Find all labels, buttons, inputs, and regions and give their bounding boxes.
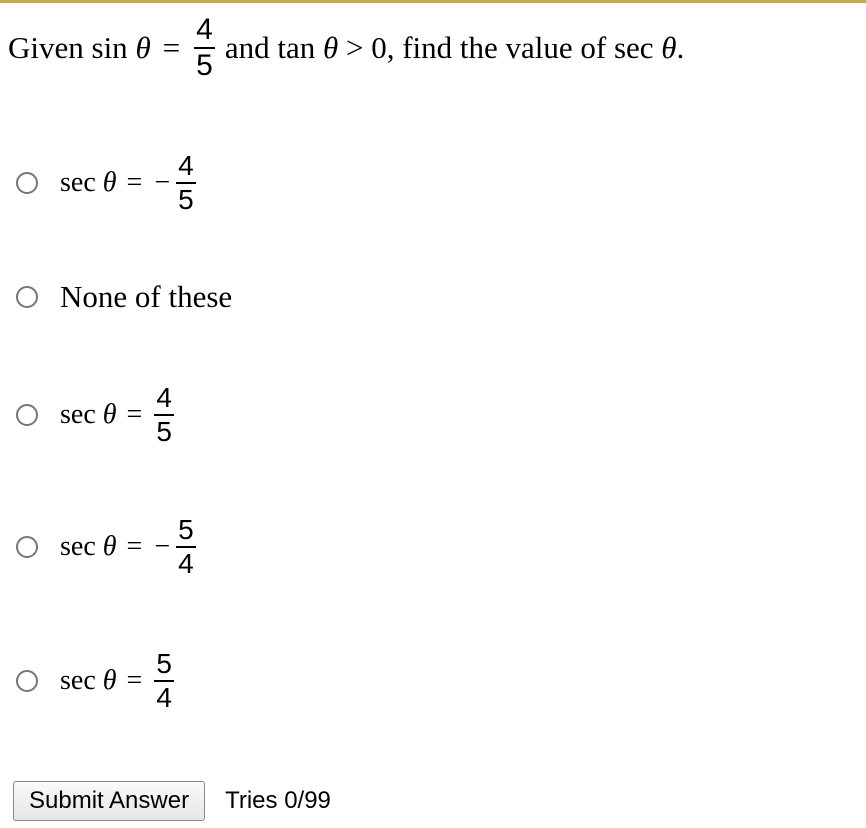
fraction-numerator: 5: [178, 514, 194, 545]
radio-button[interactable]: [16, 404, 38, 426]
equals-sign: =: [126, 531, 143, 562]
question-and-tan: and tan: [224, 30, 316, 65]
radio-button[interactable]: [16, 172, 38, 194]
theta-symbol: θ: [135, 30, 151, 65]
equals-sign: =: [162, 30, 181, 65]
question-given: Given sin: [8, 30, 128, 65]
equals-sign: =: [126, 167, 143, 198]
fraction-denominator: 4: [178, 548, 194, 579]
question-text: [8, 6, 684, 90]
answer-option-1[interactable]: [16, 140, 196, 226]
radio-button[interactable]: [16, 536, 38, 558]
answer-option-5[interactable]: [16, 638, 174, 724]
theta-symbol: θ: [102, 531, 117, 562]
fraction-denominator: 5: [178, 184, 194, 215]
fraction-numerator: 4: [156, 382, 172, 413]
radio-button[interactable]: [16, 286, 38, 308]
sec-label: sec: [60, 665, 96, 696]
question-condition: > 0, find the value of sec: [345, 30, 654, 65]
theta-symbol: θ: [661, 30, 677, 65]
option-fraction: [176, 152, 196, 214]
top-rule: [0, 0, 866, 3]
fraction-denominator: 5: [156, 416, 172, 447]
theta-symbol: θ: [322, 30, 339, 65]
answer-option-2[interactable]: [16, 276, 232, 318]
option-text: None of these: [60, 279, 233, 314]
sin-numerator: 4: [196, 13, 213, 46]
equals-sign: =: [126, 665, 143, 696]
sec-label: sec: [60, 167, 96, 198]
option-expression: [60, 650, 174, 712]
answer-option-3[interactable]: [16, 372, 174, 458]
theta-symbol: θ: [102, 399, 117, 430]
option-expression: [60, 152, 196, 214]
minus-sign: −: [154, 531, 171, 562]
sin-denominator: 5: [196, 49, 213, 82]
option-fraction: [176, 516, 196, 578]
sec-label: sec: [60, 531, 96, 562]
question-period: .: [676, 30, 685, 65]
theta-symbol: θ: [102, 167, 117, 198]
answer-option-4[interactable]: [16, 504, 196, 590]
radio-button[interactable]: [16, 670, 38, 692]
sec-label: sec: [60, 399, 96, 430]
minus-sign: −: [154, 167, 171, 198]
submit-answer-button[interactable]: Submit Answer: [13, 781, 205, 821]
option-expression: [60, 384, 174, 446]
option-fraction: [154, 384, 174, 446]
answer-footer: [13, 781, 331, 821]
fraction-numerator: 4: [178, 150, 194, 181]
theta-symbol: θ: [102, 665, 117, 696]
fraction-denominator: 4: [156, 682, 172, 713]
equals-sign: =: [126, 399, 143, 430]
option-expression: [60, 516, 196, 578]
tries-counter: Tries 0/99: [225, 787, 331, 814]
fraction-numerator: 5: [156, 648, 172, 679]
sin-fraction: [194, 15, 215, 81]
option-fraction: [154, 650, 174, 712]
